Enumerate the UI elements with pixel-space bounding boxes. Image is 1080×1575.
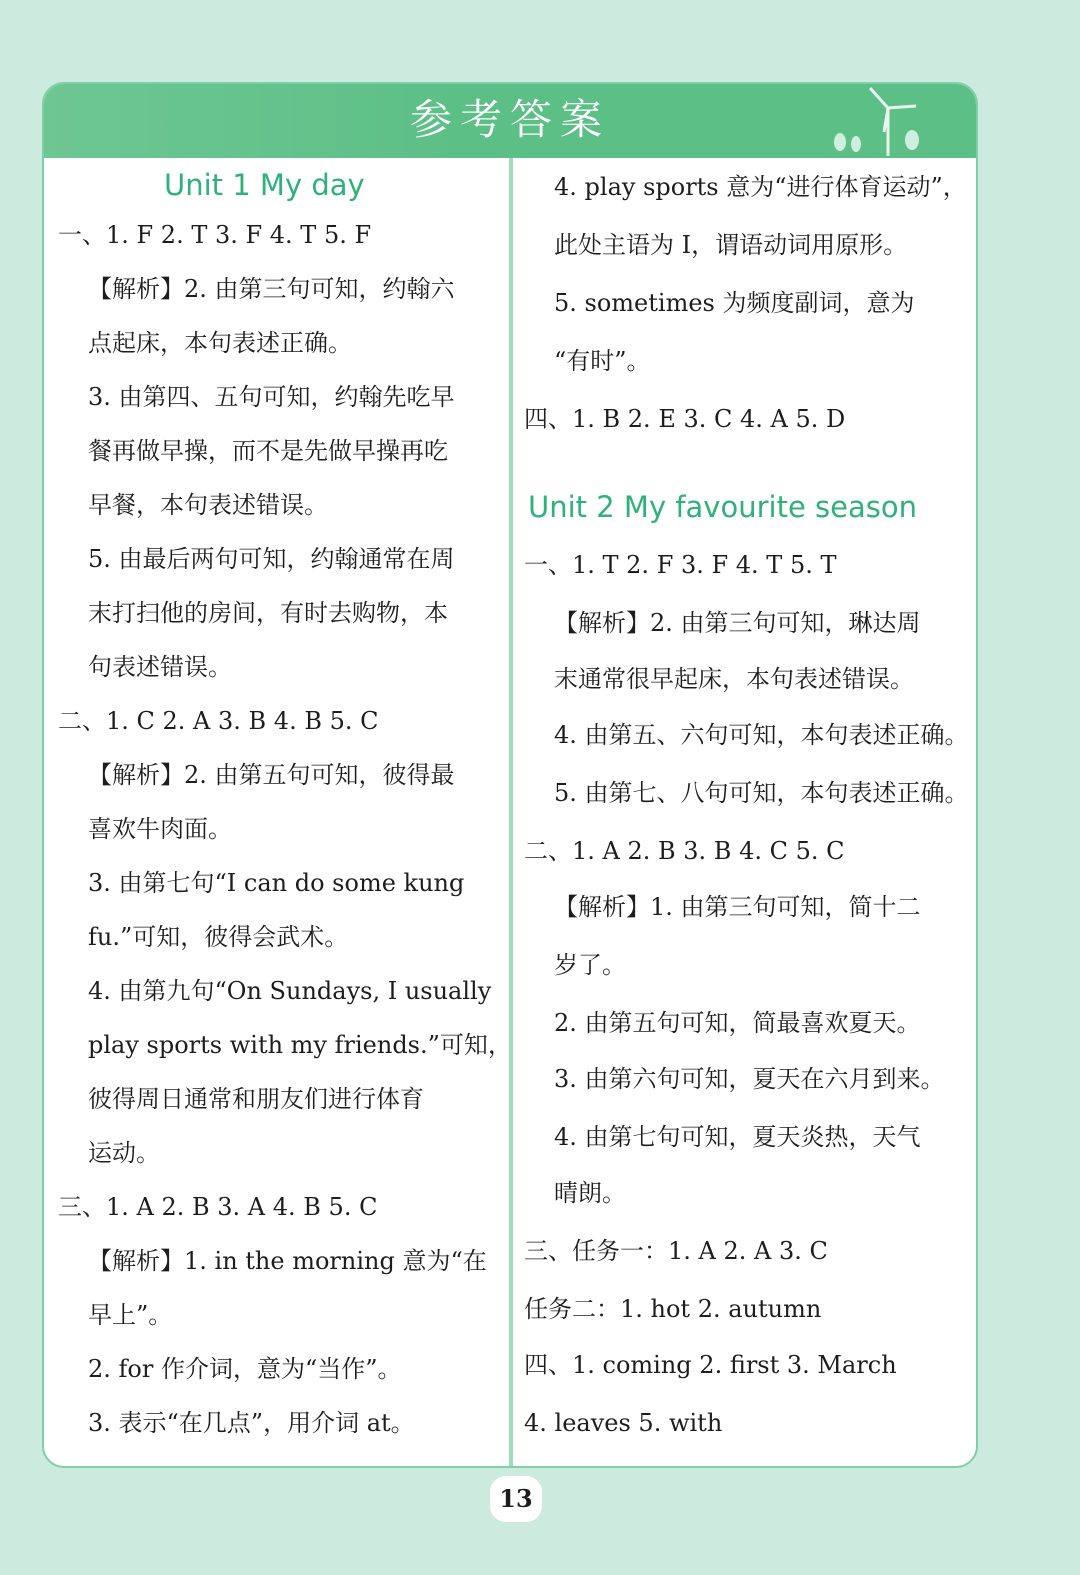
answer-line: 【解析】1. in the morning 意为“在 xyxy=(88,1247,487,1275)
answer-line: 晴朗。 xyxy=(554,1179,626,1207)
answer-line: 4. 由第九句“On Sundays, I usually xyxy=(88,977,492,1005)
answer-line: 5. 由最后两句可知，约翰通常在周 xyxy=(88,545,455,573)
answer-line: 4. play sports 意为“进行体育运动”， xyxy=(554,173,967,201)
answer-line: 4. 由第五、六句可知，本句表述正确。 xyxy=(554,721,969,749)
answer-line: 【解析】2. 由第五句可知，彼得最 xyxy=(88,761,455,789)
answer-line: 末打扫他的房间，有时去购物，本 xyxy=(88,599,448,627)
answer-line: 【解析】2. 由第三句可知，约翰六 xyxy=(88,275,455,303)
column-divider xyxy=(509,158,513,1468)
answer-line: 运动。 xyxy=(88,1139,160,1167)
answer-line: 早上”。 xyxy=(88,1301,173,1329)
answer-card xyxy=(42,82,978,1468)
answer-line: 餐再做早操，而不是先做早操再吃 xyxy=(88,437,448,465)
answer-line: fu.”可知，彼得会武术。 xyxy=(88,923,349,951)
answer-line: 三、1. A 2. B 3. A 4. B 5. C xyxy=(58,1193,378,1221)
unit-2-title: Unit 2 My favourite season xyxy=(528,490,917,524)
page-title: 参考答案 xyxy=(409,95,610,144)
answer-line: 岁了。 xyxy=(554,951,626,979)
answer-line: 三、任务一：1. A 2. A 3. C xyxy=(524,1237,828,1265)
wind-turbine-icon xyxy=(826,86,936,156)
answer-line: 二、1. C 2. A 3. B 4. B 5. C xyxy=(58,707,379,735)
answer-line: 【解析】1. 由第三句可知，简十二 xyxy=(554,893,921,921)
answer-line: 4. leaves 5. with xyxy=(524,1409,723,1437)
answer-line: 此处主语为 I，谓语动词用原形。 xyxy=(554,231,908,259)
answer-line: 【解析】2. 由第三句可知，琳达周 xyxy=(554,609,921,637)
answer-line: “有时”。 xyxy=(554,347,651,375)
answer-line: 2. 由第五句可知，简最喜欢夏天。 xyxy=(554,1009,921,1037)
unit-1-title: Unit 1 My day xyxy=(164,168,365,202)
answer-line: 3. 表示“在几点”，用介词 at。 xyxy=(88,1409,415,1437)
answer-line: 早餐，本句表述错误。 xyxy=(88,491,328,519)
answer-line: 5. 由第七、八句可知，本句表述正确。 xyxy=(554,779,969,807)
answer-line: 喜欢牛肉面。 xyxy=(88,815,232,843)
answer-line: 一、1. T 2. F 3. F 4. T 5. T xyxy=(524,551,837,579)
answer-line: 3. 由第七句“I can do some kung xyxy=(88,869,465,897)
answer-line: 点起床，本句表述正确。 xyxy=(88,329,352,357)
header-notch xyxy=(507,142,531,158)
answer-line: play sports with my friends.”可知， xyxy=(88,1031,512,1059)
answer-line: 一、1. F 2. T 3. F 4. T 5. F xyxy=(58,221,372,249)
answer-line: 任务二：1. hot 2. autumn xyxy=(524,1295,822,1323)
answer-line: 彼得周日通常和朋友们进行体育 xyxy=(88,1085,424,1113)
answer-line: 3. 由第六句可知，夏天在六月到来。 xyxy=(554,1065,945,1093)
answer-line: 四、1. B 2. E 3. C 4. A 5. D xyxy=(524,405,846,433)
answer-line: 3. 由第四、五句可知，约翰先吃早 xyxy=(88,383,455,411)
answer-line: 二、1. A 2. B 3. B 4. C 5. C xyxy=(524,837,845,865)
answer-line: 4. 由第七句可知，夏天炎热，天气 xyxy=(554,1123,921,1151)
answer-line: 四、1. coming 2. first 3. March xyxy=(524,1351,897,1379)
answer-line: 5. sometimes 为频度副词，意为 xyxy=(554,289,915,317)
answer-line: 句表述错误。 xyxy=(88,653,232,681)
answer-line: 末通常很早起床，本句表述错误。 xyxy=(554,665,914,693)
page-number: 13 xyxy=(490,1476,542,1522)
answer-line: 2. for 作介词，意为“当作”。 xyxy=(88,1355,402,1383)
